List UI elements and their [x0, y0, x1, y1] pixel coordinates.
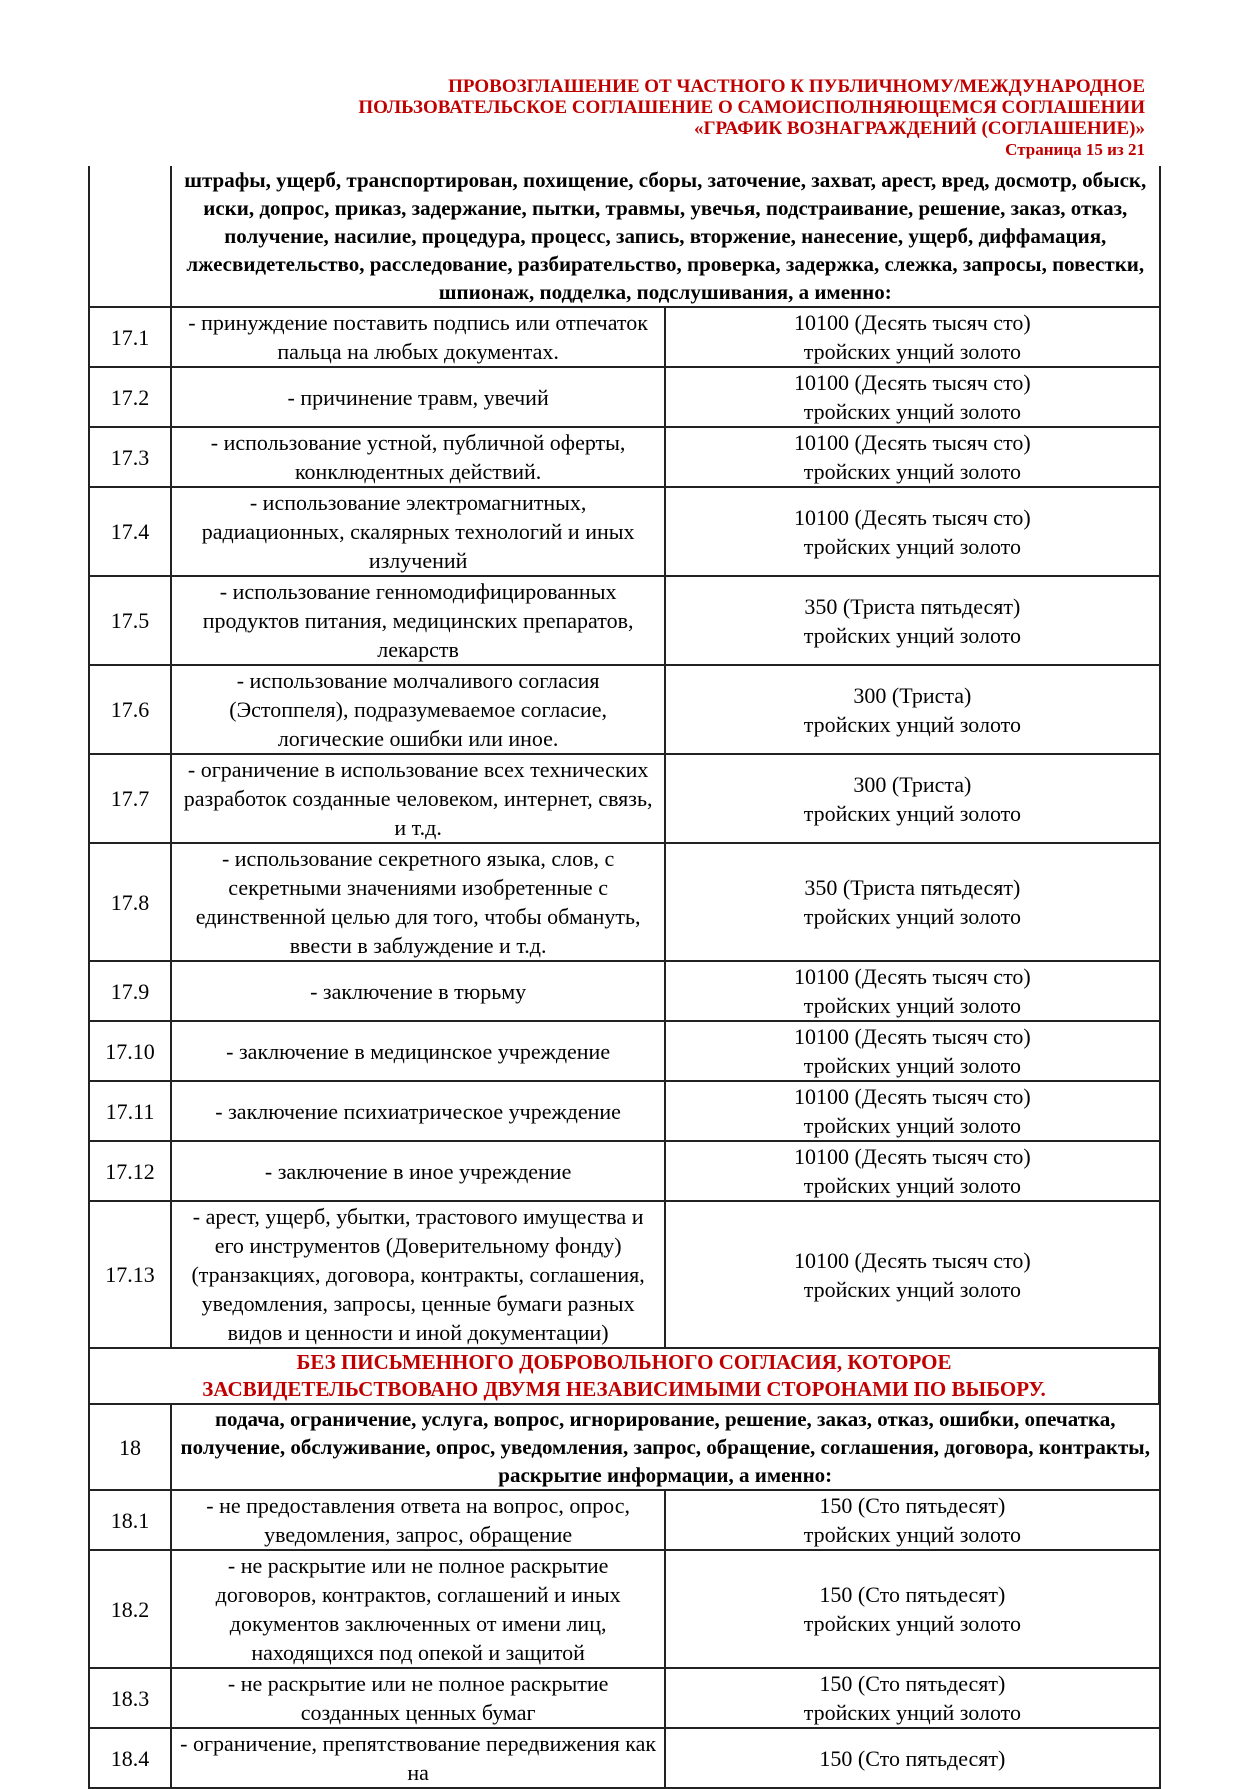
amount-unit: тройских унций золото [803, 711, 1021, 737]
row-description: - ограничение, препятствование передвижения как на [171, 1728, 665, 1788]
row-amount [665, 427, 1159, 487]
amount-value: 300 (Триста) [853, 771, 972, 797]
row-number: 17.1 [89, 307, 171, 367]
amount-unit: тройских унций золото [803, 1611, 1021, 1636]
table-row [89, 1490, 1160, 1550]
amount-unit: тройских унций золото [803, 1053, 1021, 1078]
section-17-intro: штрафы, ущерб, транспортирован, похищение, сборы, заточение, захват, арест, вред, досмотр, обыск, иски, допрос, приказ, задержание, пытки, травмы, увечья, подстраивание, решение, заказ, отказ, получение, насилие, процедура, процесс, запись, вторжение, нанесение, ущерб, диффамация, лжесвидетельство, расследование, разбирательство, проверка, задержка, слежка, запросы, повестки, шпионаж, подделка, подслушивания, а именно: [171, 166, 1160, 307]
row-amount [665, 1490, 1159, 1550]
row-number: 17.4 [89, 487, 171, 576]
amount-value: 350 (Триста пятьдесят) [804, 875, 1021, 900]
row-amount [665, 843, 1159, 961]
amount-unit: тройских унций золото [803, 339, 1021, 364]
row-number: 17.5 [89, 576, 171, 665]
row-description: - причинение травм, увечий [171, 367, 665, 427]
table-row [89, 1021, 1160, 1081]
row-amount [665, 576, 1159, 665]
row-amount [665, 1201, 1159, 1348]
table-row [89, 754, 1160, 843]
row-description: - использование устной, публичной оферты, конклюдентных действий. [171, 427, 665, 487]
header-title-line-3: «ГРАФИК ВОЗНАГРАЖДЕНИЙ (СОГЛАШЕНИЕ)» [693, 118, 1145, 139]
row-description: - использование электромагнитных, радиационных, скалярных технологий и иных излучений [171, 487, 665, 576]
table-row [89, 367, 1160, 427]
table-row [89, 576, 1160, 665]
row-description: - не раскрытие или не полное раскрытие созданных ценных бумаг [171, 1668, 665, 1728]
amount-value: 10100 (Десять тысяч сто) [794, 430, 1031, 455]
reward-schedule-table [88, 166, 1161, 1789]
row-number: 17.12 [89, 1141, 171, 1201]
amount-value: 10100 (Десять тысяч сто) [794, 504, 1031, 530]
amount-value: 150 (Сто пятьдесят) [819, 1671, 1006, 1696]
document-header [358, 76, 1145, 160]
row-number: 18.2 [89, 1550, 171, 1668]
amount-value: 300 (Триста) [853, 682, 972, 708]
row-number: 17.10 [89, 1021, 171, 1081]
amount-value: 150 (Сто пятьдесят) [819, 1493, 1006, 1518]
amount-unit: тройских унций золото [803, 904, 1021, 929]
table-row [89, 1550, 1160, 1668]
amount-unit: тройских унций золото [803, 399, 1021, 424]
table-row [89, 1668, 1160, 1728]
amount-unit: тройских унций золото [803, 993, 1021, 1018]
row-description: - принуждение поставить подпись или отпечаток пальца на любых документах. [171, 307, 665, 367]
row-description: - не предоставления ответа на вопрос, опрос, уведомления, запрос, обращение [171, 1490, 665, 1550]
row-amount [665, 1668, 1159, 1728]
amount-value: 10100 (Десять тысяч сто) [794, 1144, 1031, 1169]
row-number: 17.8 [89, 843, 171, 961]
table-row [89, 307, 1160, 367]
row-number: 17.9 [89, 961, 171, 1021]
row-number: 17.7 [89, 754, 171, 843]
table-row [89, 1141, 1160, 1201]
header-title-line-1: ПРОВОЗГЛАШЕНИЕ ОТ ЧАСТНОГО К ПУБЛИЧНОМУ/МЕЖДУНАРОДНОЕ [448, 76, 1145, 97]
row-description: - заключение в медицинское учреждение [171, 1021, 665, 1081]
row-number: 17.6 [89, 665, 171, 754]
amount-unit: тройских унций золото [803, 622, 1021, 648]
table-row [89, 1728, 1160, 1788]
row-description: - использование молчаливого согласия (Эстоппеля), подразумеваемое согласие, логические ошибки или иное. [171, 665, 665, 754]
row-amount [665, 754, 1159, 843]
amount-unit: тройских унций золото [803, 1173, 1021, 1198]
section-17-intro-row [89, 166, 1160, 307]
row-number: 17.13 [89, 1201, 171, 1348]
amount-value: 10100 (Десять тысяч сто) [794, 1024, 1031, 1049]
table-row [89, 961, 1160, 1021]
amount-value: 10100 (Десять тысяч сто) [794, 1084, 1031, 1109]
amount-unit: тройских унций золото [803, 800, 1021, 826]
row-amount [665, 1081, 1159, 1141]
row-description: - ограничение в использование всех технических разработок созданные человеком, интернет, связь, и т.д. [171, 754, 665, 843]
row-description: - использование генномодифицированных продуктов питания, медицинских препаратов, лекарств [171, 576, 665, 665]
row-description: - использование секретного языка, слов, с секретными значениями изобретенные с единственной целью для того, чтобы обмануть, ввести в заблуждение и т.д. [171, 843, 665, 961]
amount-unit: тройских унций золото [803, 1700, 1021, 1725]
row-number: 18.1 [89, 1490, 171, 1550]
amount-unit: тройских унций золото [803, 1522, 1021, 1547]
consent-notice-line2: ЗАСВИДЕТЕЛЬСТВОВАНО ДВУМЯ НЕЗАВИСИМЫМИ СТОРОНАМИ ПО ВЫБОРУ. [202, 1377, 1046, 1401]
row-amount [665, 961, 1159, 1021]
row-amount [665, 665, 1159, 754]
amount-value: 10100 (Десять тысяч сто) [794, 370, 1031, 395]
row-number: 17.3 [89, 427, 171, 487]
amount-value: 10100 (Десять тысяч сто) [794, 1247, 1031, 1273]
header-title-line-2: ПОЛЬЗОВАТЕЛЬСКОЕ СОГЛАШЕНИЕ О САМОИСПОЛНЯЮЩЕМСЯ СОГЛАШЕНИИ [358, 97, 1145, 118]
row-amount [665, 1141, 1159, 1201]
table-row [89, 843, 1160, 961]
amount-value: 350 (Триста пятьдесят) [804, 593, 1021, 619]
row-amount [665, 1021, 1159, 1081]
amount-value: 150 (Сто пятьдесят) [819, 1582, 1006, 1607]
row-number [89, 166, 171, 307]
row-number: 18 [89, 1404, 171, 1490]
row-number: 17.11 [89, 1081, 171, 1141]
row-number: 17.2 [89, 367, 171, 427]
amount-value: 10100 (Десять тысяч сто) [794, 310, 1031, 335]
table-row [89, 1081, 1160, 1141]
row-description: - арест, ущерб, убытки, трастового имущества и его инструментов (Доверительному фонду) (транзакциях, договора, контракты, соглашения, уведомления, запросы, ценные бумаги разных видов и ценности и иной документации) [171, 1201, 665, 1348]
row-description: - заключение в тюрьму [171, 961, 665, 1021]
amount-unit: тройских унций золото [803, 533, 1021, 559]
row-amount [665, 367, 1159, 427]
consent-notice-line1: БЕЗ ПИСЬМЕННОГО ДОБРОВОЛЬНОГО СОГЛАСИЯ, КОТОРОЕ [296, 1350, 952, 1374]
table-row [89, 427, 1160, 487]
amount-value: 150 (Сто пятьдесят) [819, 1745, 1006, 1771]
table-row [89, 1201, 1160, 1348]
table-row [89, 665, 1160, 754]
page-number: Страница 15 из 21 [1005, 140, 1145, 159]
row-number: 18.4 [89, 1728, 171, 1788]
row-description: - не раскрытие или не полное раскрытие договоров, контрактов, соглашений и иных документов заключенных от имени лиц, находящихся под опекой и защитой [171, 1550, 665, 1668]
amount-unit: тройских унций золото [803, 1113, 1021, 1138]
row-amount [665, 1550, 1159, 1668]
consent-notice-row [89, 1348, 1160, 1404]
row-number: 18.3 [89, 1668, 171, 1728]
section-18-intro-row [89, 1404, 1160, 1490]
consent-notice [89, 1348, 1160, 1404]
amount-value: 10100 (Десять тысяч сто) [794, 964, 1031, 989]
row-description: - заключение психиатрическое учреждение [171, 1081, 665, 1141]
row-description: - заключение в иное учреждение [171, 1141, 665, 1201]
table-row [89, 487, 1160, 576]
row-amount [665, 1728, 1159, 1788]
row-amount [665, 487, 1159, 576]
row-amount [665, 307, 1159, 367]
amount-unit: тройских унций золото [803, 1276, 1021, 1302]
amount-unit: тройских унций золото [803, 459, 1021, 484]
section-18-intro: подача, ограничение, услуга, вопрос, игнорирование, решение, заказ, отказ, ошибки, опечатка, получение, обслуживание, опрос, уведомления, запрос, обращение, соглашения, договора, контракты, раскрытие информации, а именно: [171, 1404, 1160, 1490]
